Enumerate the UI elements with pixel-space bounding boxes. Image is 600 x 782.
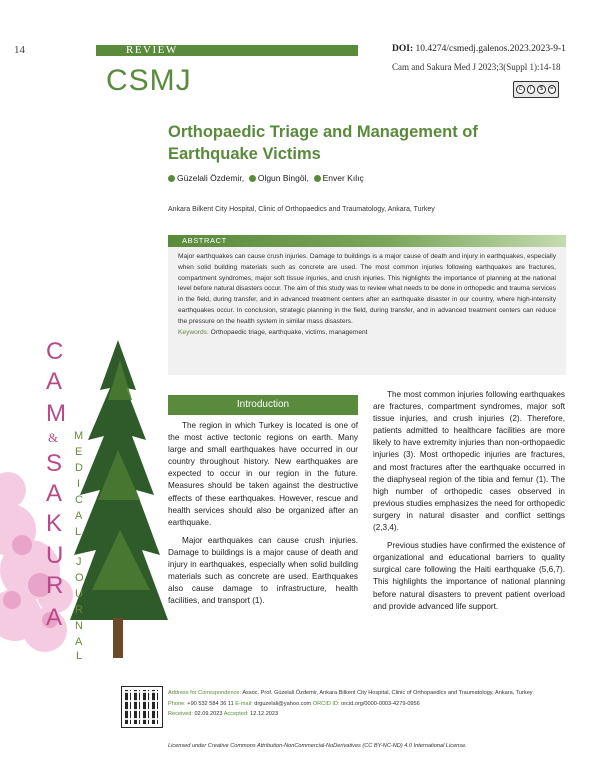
abstract-heading: ABSTRACT bbox=[168, 235, 566, 247]
letter: M bbox=[46, 400, 66, 427]
letter: A bbox=[46, 480, 63, 507]
affiliation: Ankara Bilkent City Hospital, Clinic of Orthopaedics and Traumatology, Ankara, Turkey bbox=[168, 206, 435, 213]
letter: E bbox=[75, 446, 83, 458]
author-list bbox=[168, 173, 364, 183]
orcid-icon[interactable] bbox=[314, 175, 321, 182]
address-label: Address for Correspondence: bbox=[168, 690, 242, 696]
orcid-icon[interactable] bbox=[249, 175, 256, 182]
journal-reference: Cam and Sakura Med J 2023;3(Suppl 1):14-18 bbox=[392, 62, 561, 72]
author-name: Enver Kılıç bbox=[322, 173, 364, 183]
letter: S bbox=[46, 450, 63, 477]
accepted-label: Accepted: bbox=[223, 711, 249, 717]
section-label: REVIEW bbox=[126, 44, 178, 56]
letter: D bbox=[75, 462, 83, 474]
accepted-date: 12.12.2023 bbox=[250, 711, 279, 717]
address-value: Assoc. Prof. Güzelali Özdemir, Ankara Bilkent City Hospital, Clinic of Orthopaedics and Traumatology, Ankara, Turkey bbox=[242, 690, 533, 696]
doi[interactable] bbox=[392, 44, 566, 54]
received-date: 02.09.2023 bbox=[194, 711, 223, 717]
letter: K bbox=[46, 510, 63, 537]
doi-value: 10.4274/csmedj.galenos.2023.2023-9-1 bbox=[415, 44, 566, 54]
received-label: Received: bbox=[168, 711, 193, 717]
letter: U bbox=[75, 588, 83, 600]
email-link[interactable]: drguzelali@yahoo.com bbox=[254, 700, 312, 707]
letter: A bbox=[75, 510, 83, 522]
letter: L bbox=[76, 650, 83, 662]
body-column-left bbox=[168, 420, 358, 613]
author-name: Olgun Bingöl, bbox=[257, 173, 309, 183]
orcid-link[interactable]: orcid.org/0000-0003-4279-0956 bbox=[341, 700, 420, 707]
paragraph: The region in which Turkey is located is one of the most active tectonic regions on earth. Many large and small earthquakes have occurred in our country throughout history. New earthquakes are expected to occur in our region in the future. Measures should be taken against the destructive effects of these earthquakes. However, rescue and health services should also be organized after an earthquake. bbox=[168, 421, 358, 527]
abstract-box bbox=[168, 235, 566, 375]
letter: A bbox=[75, 636, 83, 648]
nc-icon: $ bbox=[537, 85, 546, 94]
keywords-value: Orthopaedic triage, earthquake, victims, management bbox=[210, 328, 368, 336]
letter: A bbox=[46, 604, 63, 631]
letter: U bbox=[46, 542, 64, 569]
section-band bbox=[96, 45, 358, 56]
letter: C bbox=[46, 338, 64, 365]
orcid-label: ORCID ID: bbox=[312, 700, 340, 707]
keywords-label: Keywords: bbox=[178, 328, 209, 336]
phone-value: +90 532 584 36 11 bbox=[187, 700, 234, 707]
paragraph: Previous studies have confirmed the existence of organizational and educational barriers to quality surgical care following the Haiti earthquake (5,6,7). This highlights the importance of national planning before natural disasters to prevent patient overload and provide advanced life support. bbox=[373, 541, 565, 611]
paragraph: Major earthquakes can cause crush injuries. Damage to buildings is a major cause of death and injury in earthquakes, especially when solid building materials such as concrete are used. Earthquakes also cause damage to infrastructure, health facilities, and transport (1). bbox=[168, 535, 358, 606]
journal-vertical-title bbox=[44, 338, 104, 668]
nd-icon: = bbox=[548, 85, 557, 94]
doi-label: DOI: bbox=[392, 44, 414, 54]
license-statement: Licensed under Creative Commons Attribution-NonCommercial-NoDerivatives (CC BY-NC-ND) 4.0 International License. bbox=[168, 743, 467, 749]
letter: C bbox=[75, 494, 83, 506]
letter: N bbox=[75, 620, 83, 632]
letter: I bbox=[77, 478, 81, 490]
orcid-icon[interactable] bbox=[168, 175, 175, 182]
author-name: Güzelali Özdemir, bbox=[177, 173, 245, 183]
letter: J bbox=[76, 556, 82, 568]
phone-label: Phone: bbox=[168, 700, 186, 707]
correspondence-block bbox=[168, 688, 568, 720]
letter: R bbox=[46, 572, 64, 599]
header-bar bbox=[0, 44, 600, 58]
keywords bbox=[168, 328, 566, 339]
article-title: Orthopaedic Triage and Management of Earthquake Victims bbox=[168, 123, 478, 163]
letter: O bbox=[75, 572, 84, 584]
section-heading-introduction: Introduction bbox=[168, 395, 358, 415]
cc-license-badge[interactable] bbox=[513, 81, 559, 98]
letter: M bbox=[74, 430, 84, 442]
body-column-right bbox=[373, 389, 565, 619]
ampersand: & bbox=[48, 430, 59, 445]
abstract-text: Major earthquakes can cause crush injuries. Damage to buildings is a major cause of death and injury in earthquakes, especially when solid building materials such as concrete are used. The most common injuries following earthquakes are fractures, compartment syndromes, major soft tissue injuries, and crush injuries. This highlights the importance of planning at the national level before natural disasters occur. The aim of this study was to review what needs to be done in orthopedic and trauma services in the field, during transfer, and in advanced treatment centers after an earthquake disaster in our country, where high-intensity earthquakes occur. In conclusion, strategic planning in the field, during transfer, and in advanced treatment centers can reduce the pressure on the health system in similar mass disasters. bbox=[178, 253, 556, 325]
letter: R bbox=[75, 604, 83, 616]
letter: A bbox=[46, 368, 63, 395]
email-label: E-mail: bbox=[235, 700, 253, 707]
qr-code[interactable] bbox=[122, 687, 162, 727]
journal-logo: CSMJ bbox=[106, 64, 192, 97]
cc-icon: c bbox=[516, 85, 525, 94]
letter: L bbox=[75, 526, 82, 538]
page-number: 14 bbox=[14, 44, 25, 56]
by-icon: i bbox=[527, 85, 536, 94]
paragraph: The most common injuries following earthquakes are fractures, compartment syndromes, major soft tissue injuries, and crush injuries (2). Therefore, patients admitted to healthcare facilities are more likely to have extremity injuries than non-orthopaedic injuries (3). Most orthopedic injuries are fractures, and most fractures after the earthquake occurred in the diaphyseal region of the tibia and femur (1). The high number of orthopedic cases observed in previous studies emphasizes the need for orthopedic surgery in natural disaster and conflict settings (2,3,4). bbox=[373, 390, 565, 533]
